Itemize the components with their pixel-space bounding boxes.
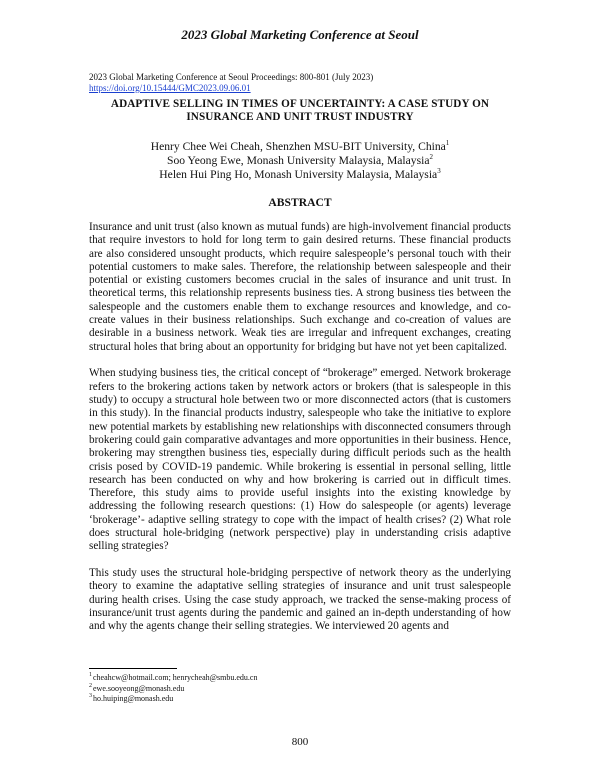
paragraph-2: When studying business ties, the critical concept of “brokerage” emerged. Network brokerage refers to the brokering actions taken by network actors or brokers (that is salespeople in this study) to occupy a structural hole between two or more disconnected actors (that is customers in this study). In the financial products industry, salespeople who take the initiative to explore new potential markets by establishing new relationships with disconnected consumers through brokering could gain comparative advantages and more opportunities in their business. Hence, brokering may strengthen business ties, especially during difficult periods such as the health crisis posed by COVID-19 pandemic. While brokering is essential in personal selling, little research has been conducted on why and how brokering is carried out in difficult times. Therefore, this study aims to provide useful insights into the existing knowledge by addressing the following research questions: (1) How do salespeople (or agents) leverage ‘brokerage’- adaptive selling strategy to cope with the impact of health crises? (2) What role does structural hole-bridging (network perspective) play in understanding crisis adaptive selling strategies?: [89, 367, 511, 553]
footnote-mark[interactable]: 3: [437, 167, 441, 176]
proceedings-citation: 2023 Global Marketing Conference at Seoul Proceedings: 800-801 (July 2023): [89, 72, 374, 82]
doi-link[interactable]: https://doi.org/10.15444/GMC2023.09.06.01: [89, 83, 251, 93]
abstract-heading: ABSTRACT: [268, 196, 332, 209]
author-3: Helen Hui Ping Ho, Monash University Malaysia, Malaysia$^3$: [159, 167, 441, 181]
author-2: Soo Yeong Ewe, Monash University Malaysia, Malaysia$^2$: [167, 153, 433, 167]
footnote-3: $^3$ho.huiping@monash.edu: [89, 693, 174, 703]
title-line-1: ADAPTIVE SELLING IN TIMES OF UNCERTAINTY: A CASE STUDY ON: [110, 98, 490, 110]
author-1: Henry Chee Wei Cheah, Shenzhen MSU-BIT University, China$^1$: [150, 139, 450, 153]
footnote-mark[interactable]: 1: [445, 139, 450, 148]
paragraph-3: This study uses the structural hole-bridging perspective of network theory as the underlying theory to examine the adaptative selling strategies of insurance and unit trust salespeople during health crises. Using the case study approach, we tracked the sense-making process of insurance/unit trust agents during the pandemic and gained an in-depth understanding of how and why the agents change their selling strategies. We interviewed 20 agents and: [89, 567, 511, 633]
footnotes: [89, 673, 257, 705]
footnote-2: $^2$ewe.sooyeong@monash.edu: [89, 682, 185, 693]
paragraph-1: Insurance and unit trust (also known as mutual funds) are high-involvement financial products that require investors to hold for long term to gain desired returns. These financial products are also considered unsought products, which require salespeople’s personal touch with their potential customers to make sales. Therefore, the relationship between salespeople and their potential or existing customers becomes crucial in the sales of insurance and unit trust. In theoretical terms, this relationship represents business ties. A strong business ties between the salespeople and the customers enable them to exchange resources and knowledge, and co-create values in their business relationships. Such exchange and co-creation of values are desirable in a business network. Weak ties are irregular and infrequent exchanges, creating structural holes that bring about an opportunity for bridging but have not yet been capitalized.: [89, 221, 511, 353]
footnote-mark[interactable]: 2: [429, 153, 433, 162]
page-number: 800: [291, 736, 309, 748]
paper-title: [89, 98, 511, 124]
proceedings-info: [89, 72, 373, 94]
footnote-1: $^1$cheahcw@hotmail.com; henrycheah@smbu.edu.cn: [89, 672, 258, 682]
abstract-body: [89, 221, 511, 647]
title-line-2: INSURANCE AND UNIT TRUST INDUSTRY: [186, 111, 414, 123]
author-list: [89, 140, 511, 182]
running-header: 2023 Global Marketing Conference at Seoul: [181, 27, 419, 42]
footnote-divider: [89, 668, 177, 669]
